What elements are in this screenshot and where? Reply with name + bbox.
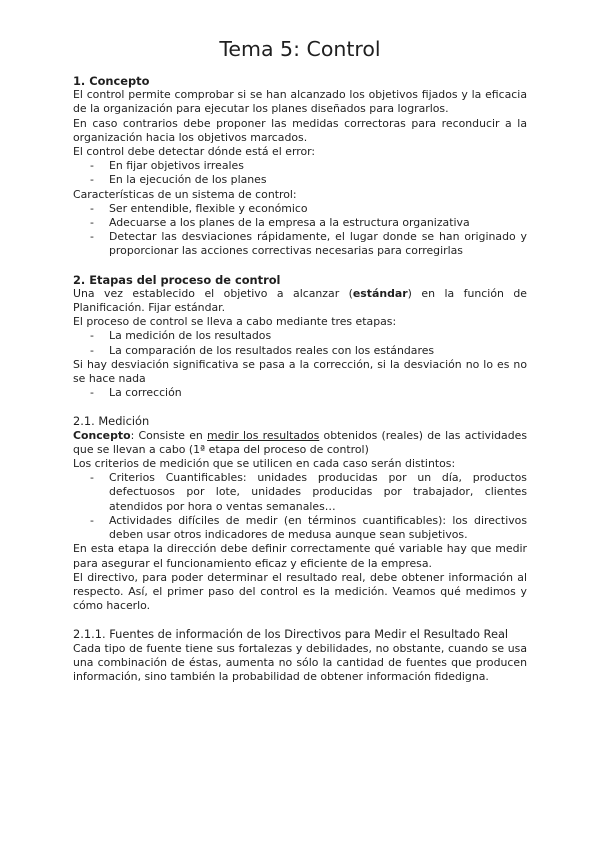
section-fuentes xyxy=(73,627,527,684)
list-item: - La medición de los resultados xyxy=(90,329,527,343)
heading-fuentes: 2.1.1. Fuentes de información de los Directivos para Medir el Resultado Real xyxy=(73,627,509,642)
error-list xyxy=(73,159,527,187)
paragraph: El directivo, para poder determinar el resultado real, debe obtener información al respecto. Así, el primer paso del control es la medición. Veamos qué medimos y cómo hacerlo. xyxy=(73,570,527,613)
paragraph: El control permite comprobar si se han alcanzado los objetivos fijados y la eficacia de la organización para ejecutar los planes diseñados para lograrlos. xyxy=(73,88,527,116)
section-concepto xyxy=(73,74,527,259)
list-item: - Adecuarse a los planes de la empresa a la estructura organizativa xyxy=(90,216,527,230)
paragraph: En esta etapa la dirección debe definir correctamente qué variable hay que medir para asegurar el funcionamiento eficaz y eficiente de la empresa. xyxy=(73,542,527,570)
paragraph: Los criterios de medición que se utilicen en cada caso serán distintos: xyxy=(73,457,456,471)
underlined-term: medir los resultados xyxy=(207,428,320,442)
features-list xyxy=(73,202,527,259)
bold-term: Concepto xyxy=(73,428,131,442)
text-run: : Consiste en xyxy=(130,428,208,442)
heading-concepto: 1. Concepto xyxy=(73,74,150,88)
criteria-list xyxy=(73,471,527,542)
list-item: - En fijar objetivos irreales xyxy=(90,159,527,173)
paragraph: Si hay desviación significativa se pasa a la corrección, si la desviación no lo es no se hace nada xyxy=(73,357,527,386)
list-item: - Criterios Cuantificables: unidades producidas por un día, productos defectuosos por lote, unidades producidas por trabajador, clientes atendidos por hora o ventas semanales… xyxy=(90,471,527,514)
paragraph: El proceso de control se lleva a cabo mediante tres etapas: xyxy=(73,315,397,329)
section-medicion xyxy=(73,414,527,613)
paragraph: Cada tipo de fuente tiene sus fortalezas y debilidades, no obstante, cuando se usa una combinación de éstas, aumenta no sólo la cantidad de fuentes que producen información, sino también la probabilidad de obtener información fidedigna. xyxy=(73,641,527,683)
stages-list xyxy=(73,329,527,357)
stages-list-2 xyxy=(73,386,527,400)
heading-etapas: 2. Etapas del proceso de control xyxy=(73,272,281,287)
list-item: - Detectar las desviaciones rápidamente, el lugar donde se han originado y proporcionar las acciones correctivas necesarias para corregirlas xyxy=(90,230,527,258)
paragraph xyxy=(73,287,527,315)
text-run: obtenidos (reales) de las actividades que se llevan a cabo (1ª etapa del proceso de control) xyxy=(73,428,527,456)
page-title: Tema 5: Control xyxy=(219,37,381,61)
text-run: ) en la función de Planificación. Fijar estándar. xyxy=(73,286,527,315)
list-item: - En la ejecución de los planes xyxy=(90,173,527,187)
paragraph: En caso contrarios debe proponer las medidas correctoras para reconducir a la organización hacia los objetivos marcados. xyxy=(73,116,527,144)
bold-term: estándar xyxy=(352,286,408,300)
list-item: - Actividades difíciles de medir (en términos cuantificables): los directivos deben usar otros indicadores de medusa aunque sean subjetivos. xyxy=(90,514,527,542)
paragraph: El control debe detectar dónde está el error: xyxy=(73,145,316,159)
paragraph: Características de un sistema de control: xyxy=(73,187,297,201)
section-etapas xyxy=(73,273,527,401)
paragraph xyxy=(73,429,527,457)
list-item: - La comparación de los resultados reales con los estándares xyxy=(90,344,527,358)
list-item: - La corrección xyxy=(90,386,527,400)
list-item: - Ser entendible, flexible y económico xyxy=(90,202,527,216)
text-run: Una vez establecido el objetivo a alcanzar ( xyxy=(73,286,353,300)
heading-medicion: 2.1. Medición xyxy=(73,414,150,429)
